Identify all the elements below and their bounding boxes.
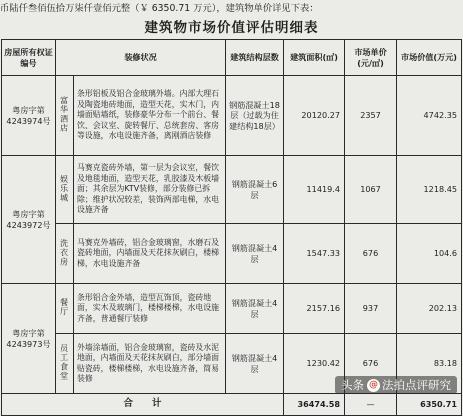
watermark-at-icon: @: [369, 380, 378, 390]
cert-cell: 粤房字第4243974号: [2, 76, 56, 156]
watermark-author: 法拍点评研究: [382, 378, 451, 392]
watermark: [335, 376, 457, 394]
use-cell: [56, 224, 74, 284]
decor-cell: 条形铝合金外墙，造型瓦饰顶，瓷砖地面，实木及玻璃门，楼梯楼梯，水电设施齐备，普通餐厅装修: [74, 284, 226, 334]
cert-cell: 粤房字第4243972号: [2, 156, 56, 284]
value-cell: 83.18: [397, 334, 462, 394]
area-cell: 20120.27: [284, 76, 345, 156]
use-label: 餐厅: [59, 298, 70, 317]
struct-cell: 钢筋混凝土6层: [226, 156, 284, 224]
header-struct: 建筑结构层数: [226, 40, 284, 76]
decor-cell: 条形铝板及铝合金玻璃外墙。内部大理石及陶瓷地砖地面，造型天花，实木门，内墙面贴墙纸，装修豪华分布一个前台、餐饮、会议室、旋转餐厅、总统套房、客房等设施，水电设施齐备，离刚酒店装修: [74, 76, 226, 156]
unit-price-cell: 2357: [345, 76, 397, 156]
use-label: 富华酒店: [59, 96, 70, 133]
use-cell: [56, 284, 74, 334]
total-area: 36474.58: [284, 394, 345, 416]
area-cell: 11419.4: [284, 156, 345, 224]
intro-line: 币陆仟叁佰伍拾万柒仟壹佰元整（￥ 6350.71 万元），建筑物单价详见下表：: [0, 3, 319, 14]
struct-cell: 钢筋混凝土18层（过载为住建结构18层）: [226, 76, 284, 156]
header-cert: 房屋所有权证编号: [2, 40, 56, 76]
unit-price-cell: 937: [345, 284, 397, 334]
value-cell: 104.6: [397, 224, 462, 284]
use-cell: [56, 76, 74, 156]
header-unit-price: 市场单价(元/㎡): [345, 40, 397, 76]
total-unit-price: —: [345, 394, 397, 416]
unit-price-cell: 676: [345, 224, 397, 284]
header-area: 建筑面积(㎡): [284, 40, 345, 76]
valuation-table: [1, 39, 462, 416]
use-cell: [56, 334, 74, 394]
use-label: 娱乐城: [59, 174, 70, 203]
value-cell: 202.13: [397, 284, 462, 334]
struct-cell: 钢筋混凝土4层: [226, 224, 284, 284]
table-row: [2, 284, 462, 334]
use-label: 员工食堂: [59, 344, 70, 381]
struct-cell: 钢筋混凝土4层: [226, 284, 284, 334]
use-cell: [56, 156, 74, 224]
decor-cell: 外墙涂墙面，铝合金玻璃窗，瓷砖及水泥地面，内墙面及天花抹灰刷白，部分墙面贴瓷砖，楼梯楼梯，水电设施齐备，简易装修: [74, 334, 226, 394]
table-row: [2, 76, 462, 156]
cert-cell: 粤房字第4243973号: [2, 284, 56, 394]
watermark-prefix: 头条: [341, 378, 364, 392]
total-row: [2, 394, 462, 416]
header-value: 市场价值(万元): [397, 40, 462, 76]
table-title: 建筑物市场价值评估明细表: [144, 20, 319, 36]
value-cell: 1218.45: [397, 156, 462, 224]
decor-cell: 马赛克外墙砖，铝合金玻璃窗，水磨石及瓷砖地面，内墙面及天花抹灰刷白，楼梯梯，水电设施齐备: [74, 224, 226, 284]
total-value: 6350.71: [397, 394, 462, 416]
header-row: [2, 40, 462, 76]
header-decor: 装修状况: [56, 40, 226, 76]
area-cell: 2157.16: [284, 284, 345, 334]
area-cell: 1230.42: [284, 334, 345, 394]
decor-cell: 马赛克瓷砖外墙，第一层为会议室，餐饮及地毯地面，造型天花，乳胶漆及木板墙面；其余层为KTV装修，部分装修已拆除；维护状况较差，装饰两部电梯，水电设施齐备: [74, 156, 226, 224]
unit-price-cell: 1067: [345, 156, 397, 224]
table-row: [2, 224, 462, 284]
value-cell: 4742.35: [397, 76, 462, 156]
total-label: 合 计: [2, 394, 284, 416]
struct-cell: 钢筋混凝土4层: [226, 334, 284, 394]
table-row: [2, 156, 462, 224]
area-cell: 1547.33: [284, 224, 345, 284]
use-label: 洗衣房: [59, 238, 70, 267]
unit-price-cell: 676: [345, 334, 397, 394]
